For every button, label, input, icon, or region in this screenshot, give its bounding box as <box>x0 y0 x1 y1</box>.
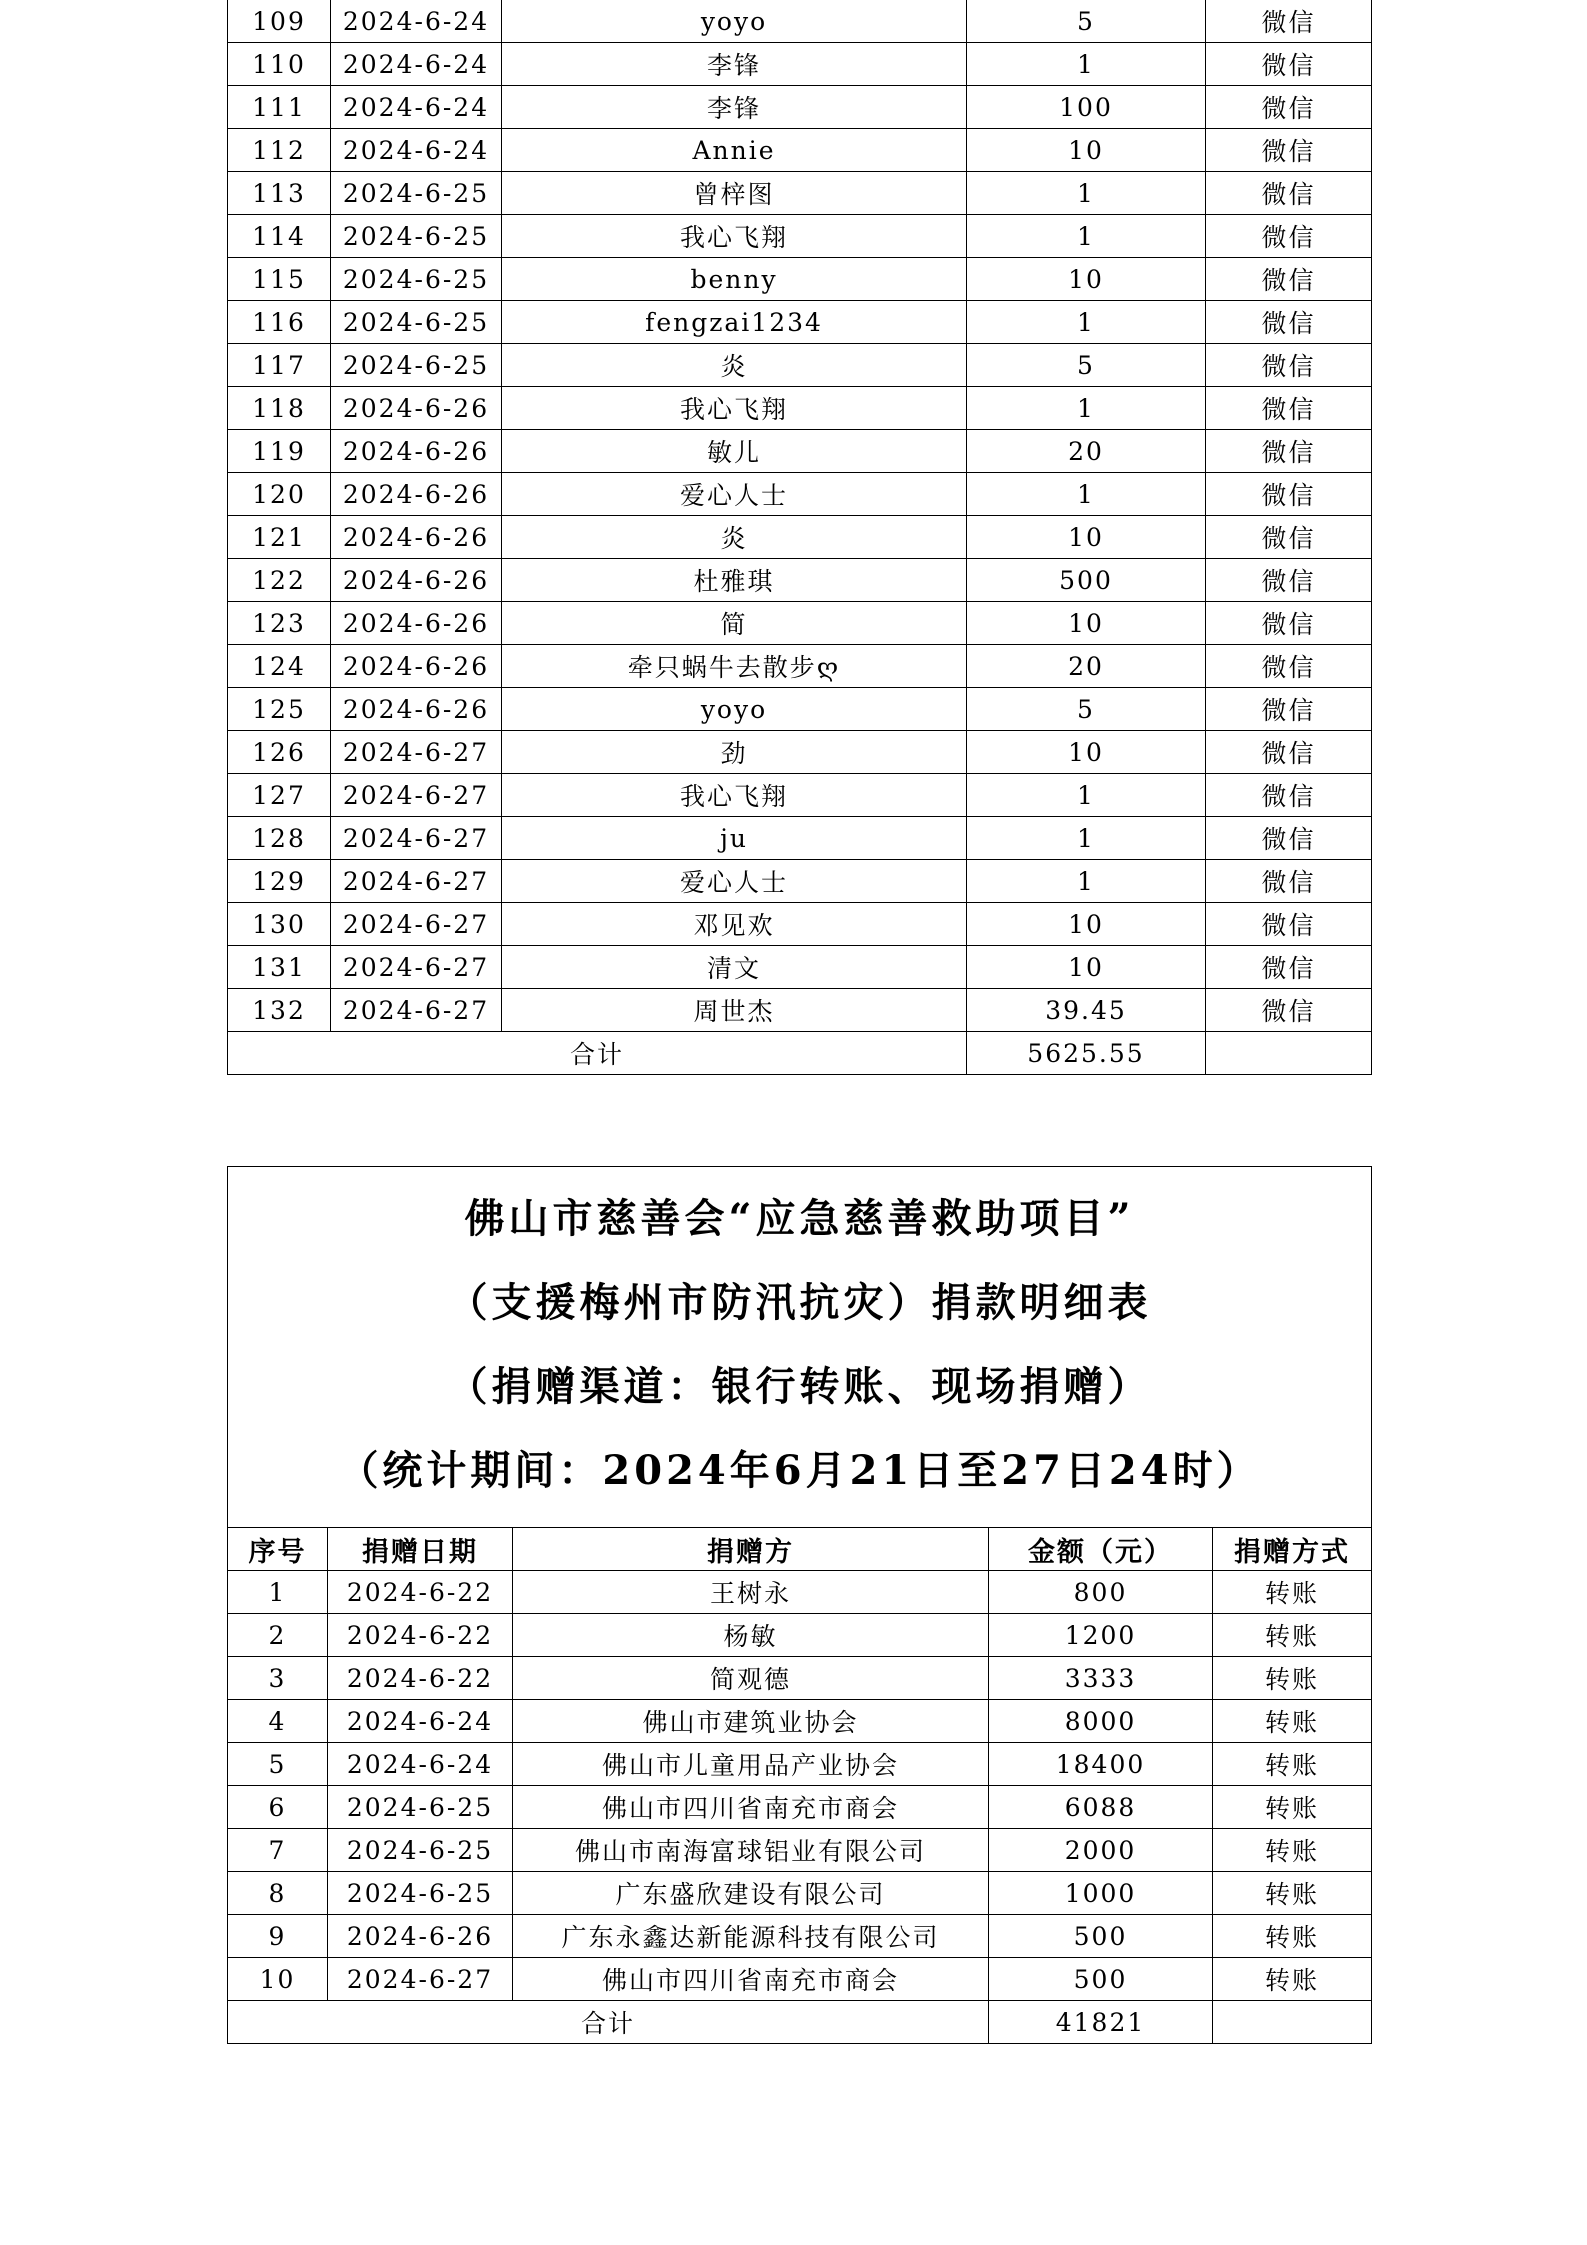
cell-index: 127 <box>228 774 331 817</box>
table-row <box>228 1743 1372 1786</box>
cell-index: 129 <box>228 860 331 903</box>
table-row <box>228 731 1372 774</box>
cell-donor: yoyo <box>502 0 967 43</box>
column-header-date: 捐赠日期 <box>328 1528 513 1571</box>
table-row <box>228 1786 1372 1829</box>
cell-index: 115 <box>228 258 331 301</box>
total-empty-cell <box>1206 1032 1372 1075</box>
cell-amount: 500 <box>989 1958 1213 2001</box>
cell-method: 转账 <box>1213 1700 1372 1743</box>
cell-donor: 佛山市南海富球铝业有限公司 <box>513 1829 989 1872</box>
table-header-row <box>228 1528 1372 1571</box>
cell-method: 微信 <box>1206 301 1372 344</box>
cell-amount: 1 <box>967 172 1206 215</box>
table-row <box>228 344 1372 387</box>
table-row <box>228 86 1372 129</box>
cell-date: 2024-6-24 <box>331 0 502 43</box>
table-row <box>228 1915 1372 1958</box>
cell-index: 3 <box>228 1657 328 1700</box>
cell-donor: 爱心人士 <box>502 473 967 516</box>
cell-date: 2024-6-27 <box>331 774 502 817</box>
cell-method: 微信 <box>1206 516 1372 559</box>
cell-method: 转账 <box>1213 1743 1372 1786</box>
cell-method: 微信 <box>1206 473 1372 516</box>
cell-amount: 3333 <box>989 1657 1213 1700</box>
cell-date: 2024-6-26 <box>328 1915 513 1958</box>
cell-date: 2024-6-24 <box>328 1700 513 1743</box>
cell-index: 113 <box>228 172 331 215</box>
cell-method: 微信 <box>1206 688 1372 731</box>
cell-index: 122 <box>228 559 331 602</box>
table-row <box>228 1872 1372 1915</box>
cell-index: 10 <box>228 1958 328 2001</box>
cell-date: 2024-6-26 <box>331 688 502 731</box>
cell-index: 118 <box>228 387 331 430</box>
cell-donor: yoyo <box>502 688 967 731</box>
cell-amount: 800 <box>989 1571 1213 1614</box>
cell-method: 转账 <box>1213 1915 1372 1958</box>
cell-index: 132 <box>228 989 331 1032</box>
cell-index: 130 <box>228 903 331 946</box>
cell-index: 110 <box>228 43 331 86</box>
cell-date: 2024-6-24 <box>331 129 502 172</box>
cell-donor: 我心飞翔 <box>502 215 967 258</box>
cell-method: 转账 <box>1213 1614 1372 1657</box>
cell-index: 125 <box>228 688 331 731</box>
cell-index: 7 <box>228 1829 328 1872</box>
donation-table-transfer <box>227 1166 1372 2044</box>
cell-donor: 敏儿 <box>502 430 967 473</box>
table-row <box>228 1571 1372 1614</box>
cell-donor: 杜雅琪 <box>502 559 967 602</box>
cell-amount: 1 <box>967 215 1206 258</box>
cell-method: 微信 <box>1206 946 1372 989</box>
table-row <box>228 258 1372 301</box>
cell-amount: 10 <box>967 258 1206 301</box>
table-row <box>228 1700 1372 1743</box>
cell-method: 微信 <box>1206 43 1372 86</box>
table-row <box>228 473 1372 516</box>
cell-donor: 曾梓图 <box>502 172 967 215</box>
total-amount: 5625.55 <box>967 1032 1206 1075</box>
cell-amount: 1 <box>967 387 1206 430</box>
table-row <box>228 215 1372 258</box>
cell-index: 6 <box>228 1786 328 1829</box>
cell-index: 120 <box>228 473 331 516</box>
cell-date: 2024-6-27 <box>331 860 502 903</box>
cell-donor: ju <box>502 817 967 860</box>
cell-amount: 18400 <box>989 1743 1213 1786</box>
cell-method: 微信 <box>1206 387 1372 430</box>
title-line: 佛山市慈善会“应急慈善救助项目” <box>464 1195 1135 1242</box>
column-header-donor: 捐赠方 <box>513 1528 989 1571</box>
table-row <box>228 516 1372 559</box>
cell-method: 转账 <box>1213 1786 1372 1829</box>
cell-date: 2024-6-27 <box>331 903 502 946</box>
cell-date: 2024-6-27 <box>331 817 502 860</box>
cell-date: 2024-6-22 <box>328 1571 513 1614</box>
cell-amount: 20 <box>967 430 1206 473</box>
cell-index: 109 <box>228 0 331 43</box>
table-row <box>228 860 1372 903</box>
cell-donor: 李锋 <box>502 43 967 86</box>
cell-method: 微信 <box>1206 86 1372 129</box>
cell-donor: 劲 <box>502 731 967 774</box>
cell-date: 2024-6-25 <box>328 1872 513 1915</box>
column-header-index: 序号 <box>228 1528 328 1571</box>
table-row <box>228 1657 1372 1700</box>
cell-amount: 1 <box>967 817 1206 860</box>
cell-method: 微信 <box>1206 817 1372 860</box>
cell-amount: 10 <box>967 731 1206 774</box>
cell-amount: 10 <box>967 903 1206 946</box>
cell-date: 2024-6-22 <box>328 1614 513 1657</box>
cell-date: 2024-6-25 <box>331 344 502 387</box>
cell-method: 微信 <box>1206 645 1372 688</box>
table-row <box>228 172 1372 215</box>
cell-amount: 8000 <box>989 1700 1213 1743</box>
cell-donor: 爱心人士 <box>502 860 967 903</box>
cell-date: 2024-6-26 <box>331 387 502 430</box>
cell-amount: 5 <box>967 688 1206 731</box>
cell-method: 微信 <box>1206 903 1372 946</box>
title-line: （统计期间：2024年6月21日至27日24时） <box>338 1447 1261 1494</box>
cell-index: 124 <box>228 645 331 688</box>
cell-date: 2024-6-25 <box>328 1829 513 1872</box>
table-row <box>228 129 1372 172</box>
cell-method: 微信 <box>1206 0 1372 43</box>
cell-donor: 佛山市四川省南充市商会 <box>513 1958 989 2001</box>
table-row <box>228 0 1372 43</box>
cell-method: 微信 <box>1206 129 1372 172</box>
cell-donor: benny <box>502 258 967 301</box>
cell-amount: 1000 <box>989 1872 1213 1915</box>
cell-amount: 10 <box>967 129 1206 172</box>
cell-amount: 10 <box>967 602 1206 645</box>
cell-amount: 6088 <box>989 1786 1213 1829</box>
cell-donor: 佛山市建筑业协会 <box>513 1700 989 1743</box>
cell-date: 2024-6-25 <box>331 172 502 215</box>
cell-amount: 10 <box>967 946 1206 989</box>
cell-index: 119 <box>228 430 331 473</box>
cell-method: 微信 <box>1206 215 1372 258</box>
total-amount: 41821 <box>989 2001 1213 2044</box>
cell-method: 转账 <box>1213 1958 1372 2001</box>
cell-donor: 周世杰 <box>502 989 967 1032</box>
cell-donor: 佛山市儿童用品产业协会 <box>513 1743 989 1786</box>
cell-donor: Annie <box>502 129 967 172</box>
table-row <box>228 430 1372 473</box>
cell-method: 微信 <box>1206 258 1372 301</box>
cell-method: 微信 <box>1206 430 1372 473</box>
cell-method: 微信 <box>1206 774 1372 817</box>
donation-table-wechat-body <box>228 0 1372 1075</box>
cell-index: 1 <box>228 1571 328 1614</box>
cell-date: 2024-6-22 <box>328 1657 513 1700</box>
cell-method: 微信 <box>1206 860 1372 903</box>
cell-method: 转账 <box>1213 1657 1372 1700</box>
cell-date: 2024-6-27 <box>331 946 502 989</box>
table-title <box>228 1167 1372 1528</box>
donation-table-transfer-body <box>228 1571 1372 2044</box>
cell-date: 2024-6-24 <box>328 1743 513 1786</box>
cell-method: 微信 <box>1206 559 1372 602</box>
cell-donor: 邓见欢 <box>502 903 967 946</box>
cell-amount: 1 <box>967 860 1206 903</box>
cell-method: 微信 <box>1206 172 1372 215</box>
cell-date: 2024-6-25 <box>331 301 502 344</box>
cell-date: 2024-6-25 <box>331 258 502 301</box>
cell-donor: 广东永鑫达新能源科技有限公司 <box>513 1915 989 1958</box>
total-label: 合计 <box>228 1032 967 1075</box>
cell-date: 2024-6-26 <box>331 602 502 645</box>
cell-index: 123 <box>228 602 331 645</box>
cell-index: 121 <box>228 516 331 559</box>
cell-index: 9 <box>228 1915 328 1958</box>
table-row <box>228 688 1372 731</box>
cell-index: 128 <box>228 817 331 860</box>
cell-donor: 简观德 <box>513 1657 989 1700</box>
column-header-amount: 金额（元） <box>989 1528 1213 1571</box>
cell-method: 微信 <box>1206 602 1372 645</box>
cell-donor: 牵只蜗牛去散步ღ <box>502 645 967 688</box>
cell-date: 2024-6-26 <box>331 473 502 516</box>
cell-index: 2 <box>228 1614 328 1657</box>
cell-amount: 10 <box>967 516 1206 559</box>
table-row <box>228 946 1372 989</box>
cell-donor: fengzai1234 <box>502 301 967 344</box>
cell-method: 转账 <box>1213 1829 1372 1872</box>
title-line: （捐赠渠道：银行转账、现场捐赠） <box>447 1363 1152 1410</box>
table-row <box>228 1958 1372 2001</box>
table-title-row <box>228 1167 1372 1528</box>
cell-method: 转账 <box>1213 1571 1372 1614</box>
table-row <box>228 43 1372 86</box>
table-row <box>228 301 1372 344</box>
cell-index: 5 <box>228 1743 328 1786</box>
cell-index: 4 <box>228 1700 328 1743</box>
cell-date: 2024-6-24 <box>331 86 502 129</box>
cell-donor: 佛山市四川省南充市商会 <box>513 1786 989 1829</box>
cell-index: 126 <box>228 731 331 774</box>
cell-donor: 我心飞翔 <box>502 387 967 430</box>
cell-donor: 清文 <box>502 946 967 989</box>
cell-donor: 王树永 <box>513 1571 989 1614</box>
cell-amount: 1 <box>967 473 1206 516</box>
cell-amount: 1 <box>967 774 1206 817</box>
cell-amount: 1200 <box>989 1614 1213 1657</box>
cell-donor: 广东盛欣建设有限公司 <box>513 1872 989 1915</box>
cell-method: 转账 <box>1213 1872 1372 1915</box>
total-label: 合计 <box>228 2001 989 2044</box>
cell-index: 117 <box>228 344 331 387</box>
table-row <box>228 1829 1372 1872</box>
cell-donor: 杨敏 <box>513 1614 989 1657</box>
table-row <box>228 817 1372 860</box>
cell-date: 2024-6-27 <box>328 1958 513 2001</box>
cell-donor: 炎 <box>502 516 967 559</box>
table-row <box>228 903 1372 946</box>
cell-amount: 1 <box>967 301 1206 344</box>
cell-date: 2024-6-26 <box>331 430 502 473</box>
cell-amount: 2000 <box>989 1829 1213 1872</box>
table-row <box>228 602 1372 645</box>
cell-amount: 5 <box>967 0 1206 43</box>
cell-amount: 20 <box>967 645 1206 688</box>
cell-index: 111 <box>228 86 331 129</box>
cell-amount: 100 <box>967 86 1206 129</box>
cell-amount: 39.45 <box>967 989 1206 1032</box>
cell-amount: 500 <box>967 559 1206 602</box>
table-row <box>228 559 1372 602</box>
cell-date: 2024-6-25 <box>331 215 502 258</box>
table-row <box>228 1614 1372 1657</box>
cell-index: 114 <box>228 215 331 258</box>
table-row <box>228 774 1372 817</box>
cell-index: 112 <box>228 129 331 172</box>
cell-index: 8 <box>228 1872 328 1915</box>
cell-donor: 我心飞翔 <box>502 774 967 817</box>
cell-date: 2024-6-26 <box>331 559 502 602</box>
cell-index: 116 <box>228 301 331 344</box>
cell-amount: 500 <box>989 1915 1213 1958</box>
column-header-method: 捐赠方式 <box>1213 1528 1372 1571</box>
cell-amount: 1 <box>967 43 1206 86</box>
cell-date: 2024-6-27 <box>331 731 502 774</box>
cell-date: 2024-6-24 <box>331 43 502 86</box>
cell-date: 2024-6-27 <box>331 989 502 1032</box>
total-empty-cell <box>1213 2001 1372 2044</box>
total-row <box>228 1032 1372 1075</box>
cell-donor: 李锋 <box>502 86 967 129</box>
cell-index: 131 <box>228 946 331 989</box>
cell-donor: 简 <box>502 602 967 645</box>
cell-method: 微信 <box>1206 344 1372 387</box>
cell-method: 微信 <box>1206 731 1372 774</box>
cell-date: 2024-6-26 <box>331 516 502 559</box>
cell-donor: 炎 <box>502 344 967 387</box>
table-row <box>228 387 1372 430</box>
total-row <box>228 2001 1372 2044</box>
table-row <box>228 645 1372 688</box>
cell-amount: 5 <box>967 344 1206 387</box>
cell-date: 2024-6-25 <box>328 1786 513 1829</box>
cell-date: 2024-6-26 <box>331 645 502 688</box>
donation-table-wechat <box>227 0 1372 1075</box>
title-line: （支援梅州市防汛抗灾）捐款明细表 <box>447 1279 1152 1326</box>
cell-method: 微信 <box>1206 989 1372 1032</box>
table-row <box>228 989 1372 1032</box>
